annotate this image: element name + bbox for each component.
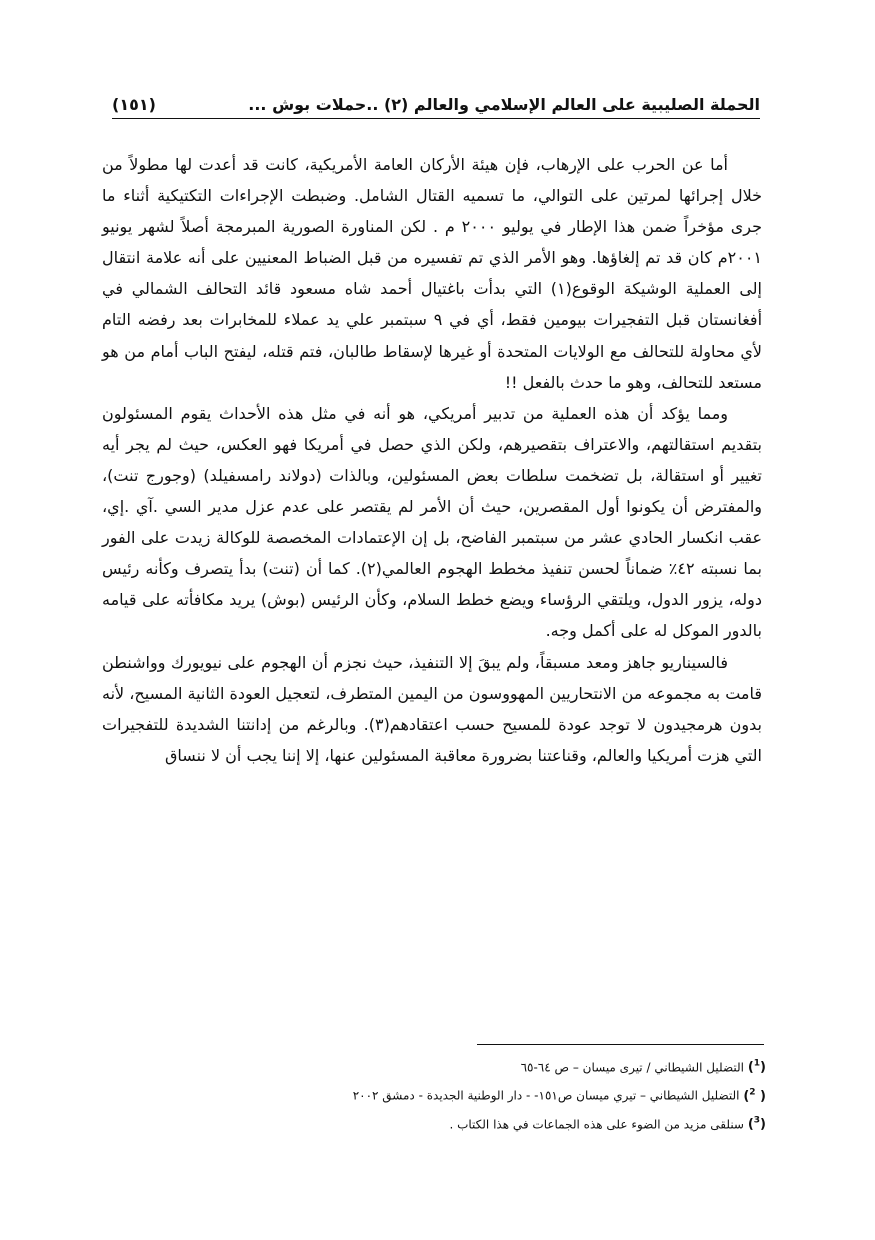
footnotes [120, 1052, 766, 1137]
body-text [102, 149, 762, 771]
paragraph: ومما يؤكد أن هذه العملية من تدبير أمريكي، هو أنه في مثل هذه الأحداث يقوم المسئولون بتقديم استقالتهم، والاعتراف بتقصيرهم، ولكن الذي حصل في أمريكا فهو العكس، حيث لم يجر أيه تغيير أو استقالة، بل تضخمت سلطات بعض المسئولين، وبالذات (دولاند رامسفيلد) (وجورج تنت)، والمفترض أن يكونوا أول المقصرين، حيث أن الأمر لم يقتصر على عدم عزل مدير السي .آي .إي، عقب انكسار الحادي عشر من سبتمبر الفاضح، بل إن الإعتمادات المخصصة للوكالة زيدت على الفور بما نسبته ٤٢٪ ضماناً لحسن تنفيذ مخطط الهجوم العالمي(٢). كما أن (تنت) بدأ يتصرف وكأنه رئيس دوله، يزور الدول، ويلتقي الرؤساء ويضع خطط السلام، وكأن الرئيس (بوش) يريد مكافأته على قيامه بالدور الموكل له على أكمل وجه. [102, 403, 763, 641]
paragraph: أما عن الحرب على الإرهاب، فإن هيئة الأركان العامة الأمريكية، كانت قد أعدت لها مطولاً من خلال إجرائها لمرتين على التوالي، ما تسميه القتال الشامل. وضبطت الإجراءات التكتيكية أثناء ما جرى مؤخراً ضمن هذا الإطار في يوليو ٢٠٠٠ م . لكن المناورة الصورية المبرمجة أصلاً لشهر يونيو ٢٠٠١م كان قد تم إلغاؤها. وهو الأمر الذي تم تفسيره من قبل الضباط المعنيين على أنه علامة انتقال إلى العملية الوشيكة الوقوع(١) التي بدأت باغتيال أحمد شاه مسعود قائد التحالف الشمالي في أفغانستان قبل التفجيرات بيومين فقط، أي في ٩ سبتمبر علي يد عملاء للمخابرات بعد رفضه التام لأي محاولة للتحالف مع الولايات المتحدة أو غيرها لإسقاط طالبان، فتم قتله، ليفتح الباب أمام من هو مستعد للتحالف، وهو ما حدث بالفعل !! [102, 155, 763, 392]
footnote-divider [477, 1044, 764, 1045]
footnote [120, 1080, 766, 1108]
footnote-marker: ($^3$) [747, 1115, 766, 1132]
footnote-text: سنلقى مزيد من الضوء على هذه الجماعات في هذا الكتاب . [449, 1116, 744, 1131]
footnote-text: التضليل الشيطاني / تيرى ميسان – ص ٦٤-٦٥ [520, 1060, 744, 1075]
footnote-marker: ($^1$) [747, 1059, 766, 1076]
page-number: (١٥١) [112, 94, 156, 114]
footnote-marker: ( $^2$) [743, 1087, 766, 1104]
running-title: الحملة الصليبية على العالم الإسلامي والعالم (٢) ..حملات بوش ... [248, 94, 760, 114]
page-header [112, 90, 760, 119]
footnote-text: التضليل الشيطاني – تيري ميسان ص١٥١- - دار الوطنية الجديدة - دمشق ٢٠٠٢ [352, 1088, 740, 1103]
paragraph: فالسيناريو جاهز ومعد مسبقاً، ولم يبقَ إلا التنفيذ، حيث نجزم أن الهجوم على نيويورك وواشنطن قامت به مجموعه من الانتحاريين المهووسون من اليمين المتطرف، لتعجيل العودة الثانية المسيح، لأنه بدون هرمجيدون لا توجد عودة للمسيح حسب اعتقادهم(٣). وبالرغم من إدانتنا الشديدة للتفجيرات التي هزت أمريكيا والعالم، وقناعتنا بضرورة معاقبة المسئولين عنها، إلا إننا يجب أن لا ننساق [102, 652, 763, 765]
footnote [120, 1109, 766, 1137]
footnote [120, 1052, 766, 1080]
